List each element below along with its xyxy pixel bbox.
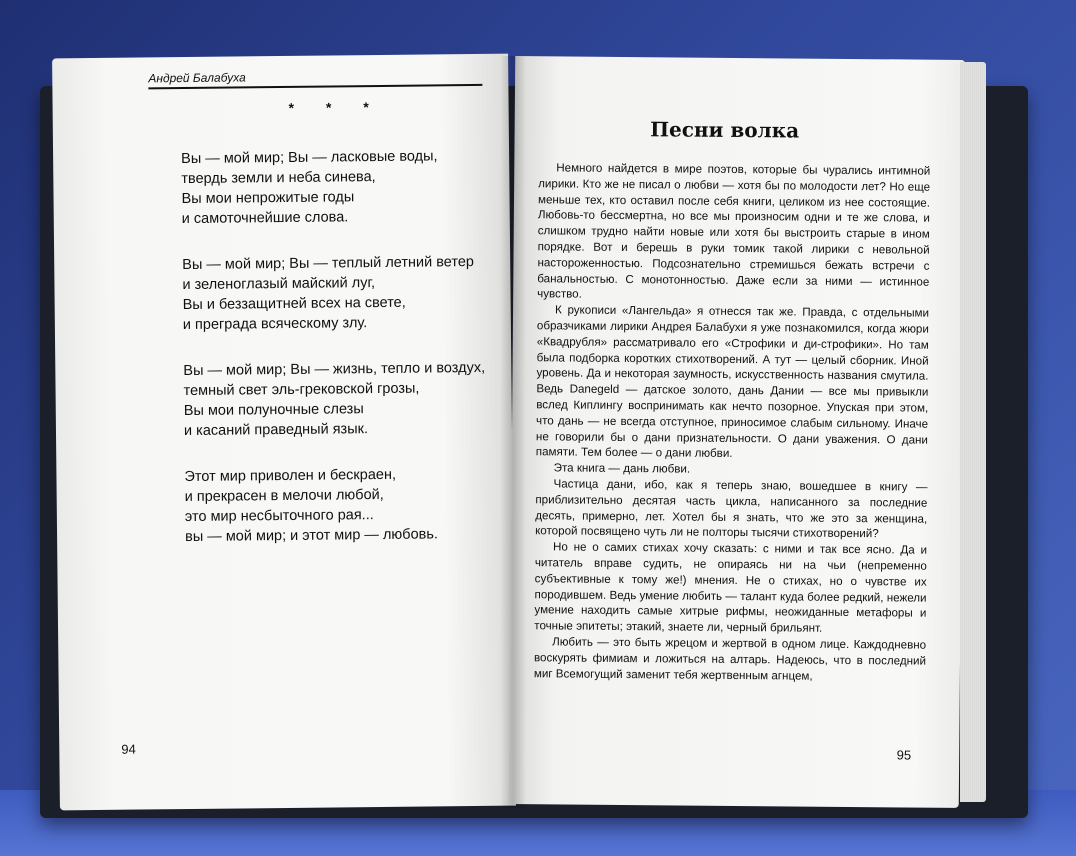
poem-line: Вы и беззащитней всех на свете, <box>182 294 406 314</box>
paragraph: Немного найдется в мире поэтов, которые бы чурались интимной лирики. Кто же не писал о любви — хотя бы по молодости лет? Но еще меньше тех, кто оставил после себя книги, целиком из нее состоящие. Любовь-то бессмертна, но все мы произносим одни и те же слова, и слишком трудно найти новые или хотя бы выстроить старые в ином порядке. Вот и берешь в руки томик такой лирики с невольной настороженностью. Подсознательно стремишься бежать встречи с банальностью. С монотонностью. Даже если за ними — истинное чувство. <box>537 161 931 302</box>
section-ornament: * * * <box>288 98 383 116</box>
poem-line: вы — мой мир; и этот мир — любовь. <box>185 526 438 546</box>
poem-line: темный свет эль-грековской грозы, <box>183 380 420 400</box>
poem-line: это мир несбыточного рая... <box>184 507 374 526</box>
poem-line: и зеленоглазый майский луг, <box>182 275 376 294</box>
paragraph: Любить — это быть жрецом и жертвой в одном лице. Каждодневно воскурять фимиам и ложиться на алтарь. Надеюсь, что в последний миг Всемогущий заменит тебя жертвенным агнцем, <box>533 635 927 683</box>
poem-line: Вы — мой мир; Вы — жизнь, тепло и воздух, <box>183 359 486 380</box>
stanza <box>181 146 502 229</box>
poem-line: Этот мир приволен и бескраен, <box>184 466 397 486</box>
paragraph: Но не о самих стихах хочу сказать: с ними и так все ясно. Да и читатель вправе судить, не опираясь ни на чьи (непременно субъективные к тому же!) мнения. Не о стихах, но о чувстве их породившем. Ведь умение любить — талант куда более редкий, нежели умение находить самые хитрые рифмы, неожиданные метафоры и точные эпитеты; этакий, знаете ли, черный брильянт. <box>534 540 928 635</box>
running-head: Андрей Балабуха <box>148 68 482 89</box>
poem-line: Вы мои непрожитые годы <box>181 189 355 208</box>
poem-line: твердь земли и неба синева, <box>181 169 376 188</box>
prose-text <box>534 160 931 685</box>
stanza <box>184 464 505 547</box>
page-number-right: 95 <box>896 747 912 763</box>
poem <box>181 146 505 573</box>
spine-gutter <box>500 56 526 808</box>
stanza <box>183 358 504 441</box>
poem-line: Вы — мой мир; Вы — ласковые воды, <box>181 148 438 168</box>
left-page <box>52 54 516 811</box>
poem-line: Вы мои полуночные слезы <box>183 401 364 420</box>
chapter-title: Песни волка <box>650 117 800 143</box>
page-number-left: 94 <box>121 741 136 757</box>
poem-line: и прекрасен в мелочи любой, <box>184 486 384 506</box>
page-block-edges <box>960 62 986 802</box>
poem-line: Вы — мой мир; Вы — теплый летний ветер <box>182 254 475 274</box>
right-page <box>509 56 966 808</box>
stanza <box>182 252 503 335</box>
paragraph: К рукописи «Лангельда» я отнесся так же. Правда, с отдельными образчиками лирики Андрея Балабухи я уже познакомился, когда жюри «Квадрубля» рассматривало его «Строфики и ди-строфики». Но там была подборка коротких стихотворений. А тут — целый сборник. Иной уровень. Да и некоторая заумность, искусственность названия смутила. Ведь Danegeld — датское золото, дань Дании — все мы привыкли вслед Киплингу воспринимать как нечто позорное. Упуская при этом, что дань — не всегда отступное, приносимое слабым сильному. Иначе не говорили бы о дани признательности. О дани уважения. О дани памяти. Тем более — о дани любви. <box>535 303 930 461</box>
poem-line: и самоточнейшие слова. <box>181 209 349 228</box>
paragraph: Частица дани, ибо, как я теперь знаю, вошедшее в книгу — приблизительно десятая часть цикла, написанного за последние десять, примерно, лет. Хотел бы я знать, что же это за женщина, которой посвящено чуть ли не полторы тысячи стихотворений? <box>535 477 928 541</box>
poem-line: и касаний праведный язык. <box>183 421 369 440</box>
paragraph: Эта книга — дань любви. <box>553 461 691 476</box>
poem-line: и преграда всяческому злу. <box>182 315 368 334</box>
